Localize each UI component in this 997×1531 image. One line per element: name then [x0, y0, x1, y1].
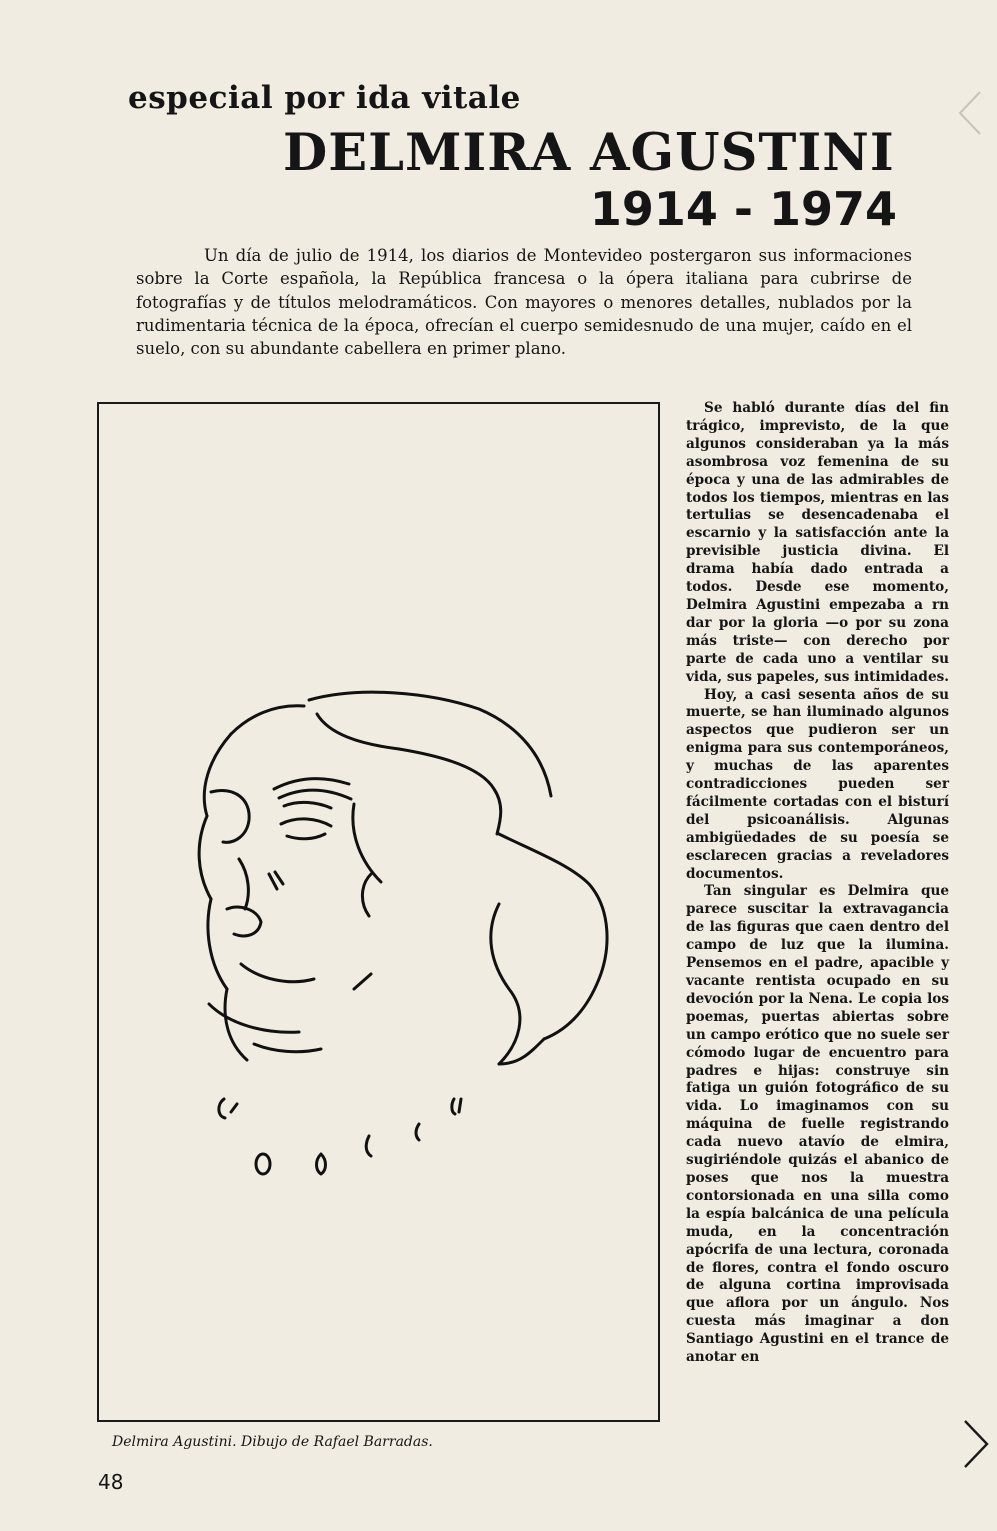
- page-number: 48: [98, 1470, 124, 1494]
- article-title: DELMIRA AGUSTINI: [283, 123, 895, 183]
- article-column: [686, 400, 949, 1367]
- intro-paragraph: Un día de julio de 1914, los diarios de Montevideo postergaron sus informaciones sobre la Corte española, la República francesa o la ópera italiana para cubrirse de fotografías y de títulos melodramáticos. Con mayores o menores detalles, nublados por la rudimentaria técnica de la época, ofrecían el cuerpo semidesnudo de una mujer, caído en el suelo, con su abundante cabellera en primer plano.: [136, 246, 912, 359]
- article-years: 1914 - 1974: [589, 182, 897, 236]
- column-paragraph: Se habló durante días del fin trágico, imprevisto, de la que algunos consideraban ya la más asombrosa voz femenina de su época y una de las admirables de todos los tiempos, mientras en las tertulias se desencadenaba el escarnio y la satisfacción ante la previsible justicia divina. El drama había dado entrada a todos. Desde ese momento, Delmira Agustini empezaba a rn dar por la gloria —o por su zona más triste— con derecho por parte de cada uno a ventilar su vida, sus papeles, sus intimidades.: [686, 400, 949, 685]
- column-paragraph: Hoy, a casi sesenta años de su muerte, se han iluminado algunos aspectos que pudieron ser un enigma para sus contemporáneos, y muchas de las aparentes contradicciones pueden ser fácilmente cortadas con el bisturí del psicoanálisis. Algunas ambigüedades de su poesía se esclarecen gracias a reveladores documentos.: [686, 686, 949, 882]
- next-page-arrow-icon[interactable]: [962, 1418, 990, 1470]
- portrait-sketch: [99, 404, 658, 1420]
- portrait-drawing-frame: [97, 402, 660, 1422]
- previous-page-arrow-icon[interactable]: [956, 90, 982, 136]
- figure-caption: Delmira Agustini. Dibujo de Rafael Barradas.: [112, 1434, 433, 1450]
- article-kicker: especial por ida vitale: [128, 80, 521, 116]
- column-paragraph: Tan singular es Delmira que parece suscitar la extravagancia de las figuras que caen dentro del campo de luz que la ilumina. Pensemos en el padre, apacible y vacante rentista ocupado en su devoción por la Nena. Le copia los poemas, puertas abiertas sobre un campo erótico que no suele ser cómodo lugar de encuentro para padres e hijas: construye sin fatiga un guión fotográfico de su vida. Lo imaginamos con su máquina de fuelle registrando cada nuevo atavío de elmira, sugiriéndole quizás el abanico de poses que nos la muestra contorsionada en una silla como la espía balcánica de una película muda, en la concentración apócrifa de una lectura, coronada de flores, contra el fondo oscuro de alguna cortina improvisada que aflora por un ángulo. Nos cuesta más imaginar a don Santiago Agustini en el trance de anotar en: [686, 883, 949, 1366]
